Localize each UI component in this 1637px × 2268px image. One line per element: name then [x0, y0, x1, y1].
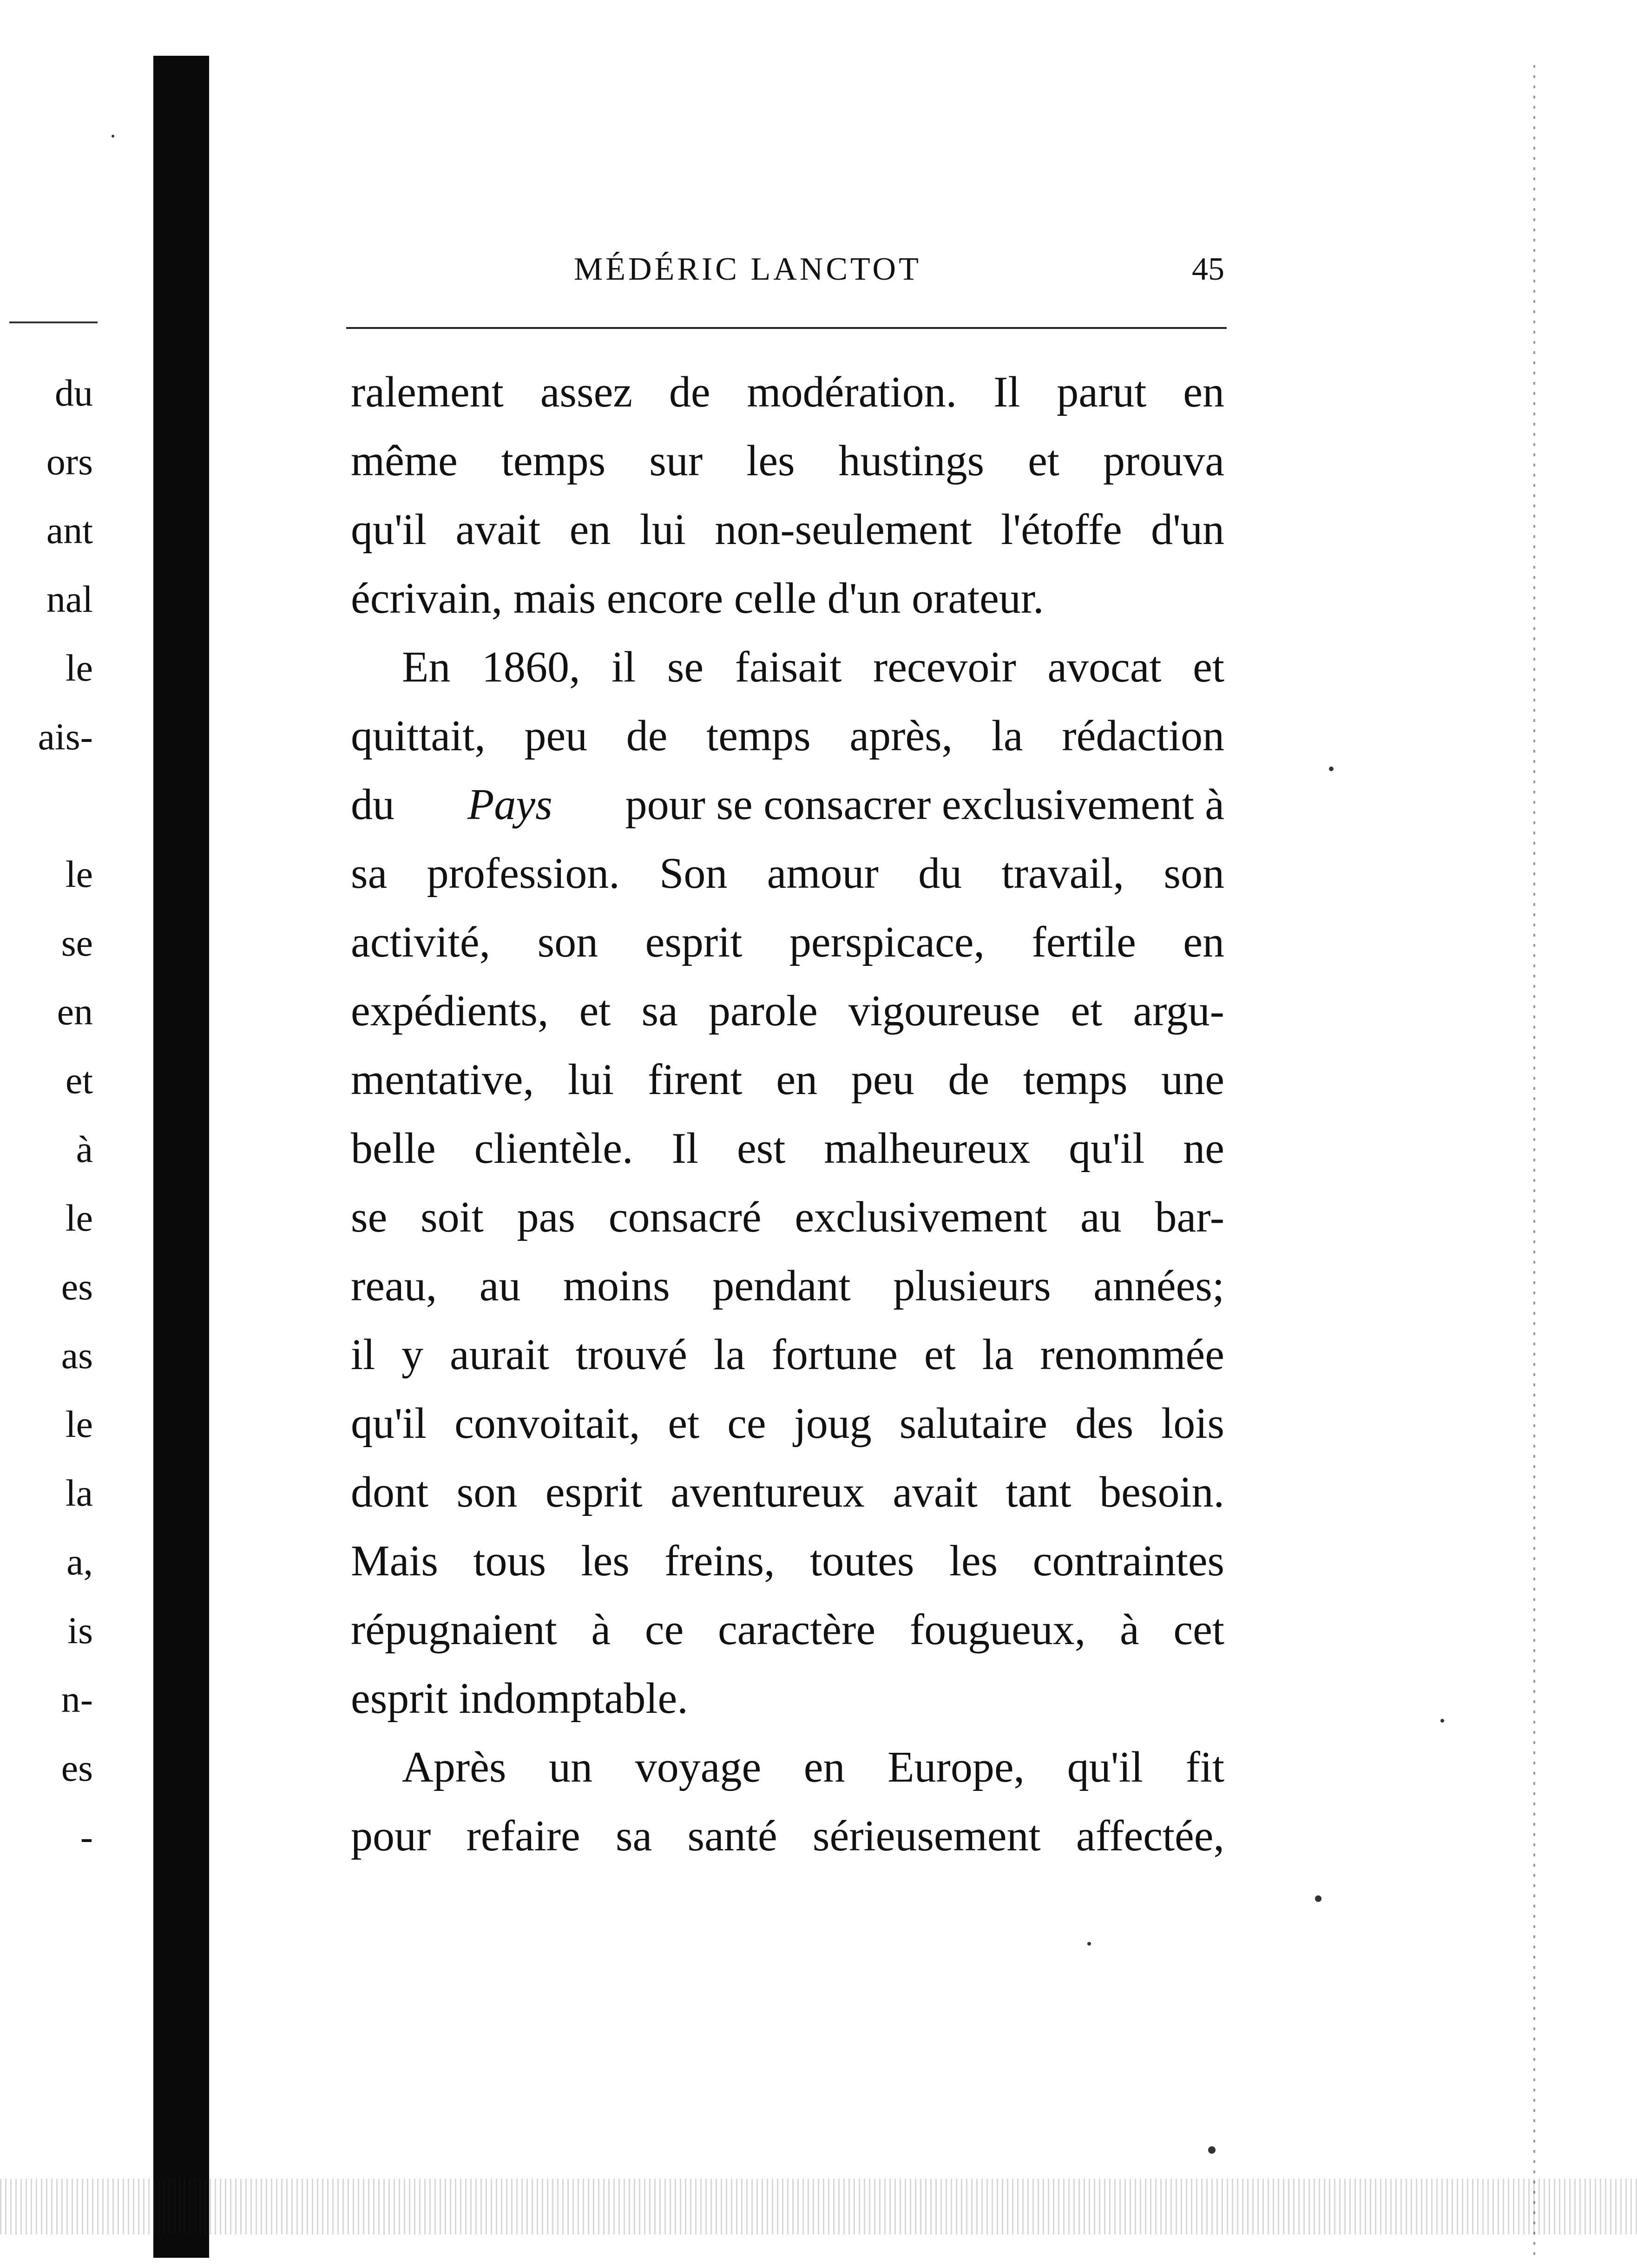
text-line: En 1860, il se faisait recevoir avocat et [402, 643, 1224, 691]
scan-edge-noise [1533, 65, 1535, 2258]
page-number: 45 [1192, 251, 1224, 287]
running-head [351, 246, 1224, 293]
text-line: qu'il convoitait, et ce joug salutaire des lois [351, 1399, 1224, 1448]
fragment-line: en [57, 990, 93, 1033]
fragment-line: es [61, 1265, 93, 1308]
text-line: qu'il avait en lui non-seulement l'étoffe d'un [351, 505, 1224, 554]
fragment-line: is [67, 1609, 93, 1652]
fragment-line: es [61, 1747, 93, 1789]
scan-speck [1440, 1719, 1444, 1723]
header-rule [346, 327, 1227, 329]
fragment-line: ant [46, 509, 93, 551]
text-line [351, 770, 1224, 839]
running-title: MÉDÉRIC LANCTOT [574, 251, 921, 287]
fragment-line: se [61, 922, 93, 964]
text-line: expédients, et sa parole vigoureuse et argu- [351, 987, 1224, 1035]
book-spine-shadow [153, 56, 209, 2258]
text-line: belle clientèle. Il est malheureux qu'il ne [351, 1124, 1224, 1173]
text-line: Mais tous les freins, toutes les contraintes [351, 1537, 1224, 1585]
fragment-line: le [65, 853, 93, 895]
text-line: il y aurait trouvé la fortune et la renommée [351, 1331, 1224, 1379]
text-line: ralement assez de modération. Il parut en [351, 368, 1224, 416]
text-line: esprit indomptable. [351, 1674, 688, 1723]
scan-speck [1315, 1895, 1321, 1902]
scan-speck [1087, 1942, 1091, 1946]
fragment-line: a, [66, 1540, 93, 1583]
fragment-line: nal [46, 578, 93, 620]
fragment-line: le [65, 647, 93, 689]
text-line: activité, son esprit perspicace, fertile en [351, 918, 1224, 966]
text-line: dont son esprit aventureux avait tant besoin. [351, 1468, 1224, 1516]
fragment-line: ors [46, 440, 93, 483]
text-fragment: pour se consacrer exclusivement à [625, 780, 1224, 829]
text-line: se soit pas consacré exclusivement au bar- [351, 1193, 1224, 1241]
fragment-line: le [65, 1403, 93, 1445]
fragment-line: à [76, 1128, 93, 1170]
text-word: du [351, 780, 394, 829]
text-line: répugnaient à ce caractère fougueux, à cet [351, 1606, 1224, 1654]
text-line: quittait, peu de temps après, la rédaction [351, 712, 1224, 760]
italic-title-pays: Pays [467, 780, 552, 829]
text-line: sa profession. Son amour du travail, son [351, 849, 1224, 898]
fragment-line: n- [61, 1678, 93, 1720]
text-line: écrivain, mais encore celle d'un orateur. [351, 574, 1044, 623]
text-line: Après un voyage en Europe, qu'il fit [402, 1743, 1224, 1791]
fragment-line: as [61, 1334, 93, 1377]
scan-speck [1329, 767, 1334, 771]
previous-page-fragment [0, 359, 93, 1871]
previous-page-rule [9, 321, 98, 323]
fragment-line: - [80, 1816, 93, 1858]
fragment-line: ais- [38, 715, 93, 758]
fragment-line: le [65, 1197, 93, 1239]
fragment-line [0, 771, 93, 840]
scan-bottom-noise [0, 2179, 1637, 2235]
text-line: même temps sur les hustings et prouva [351, 437, 1224, 485]
text-line: reau, au moins pendant plusieurs années; [351, 1262, 1224, 1310]
scan-speck [112, 135, 114, 138]
scan-speck [1208, 2146, 1216, 2154]
body-text [351, 358, 1224, 1870]
text-line: pour refaire sa santé sérieusement affectée, [351, 1812, 1224, 1860]
fragment-line: la [65, 1472, 93, 1514]
fragment-line: du [55, 372, 93, 414]
fragment-line: et [65, 1059, 93, 1101]
text-line: mentative, lui firent en peu de temps une [351, 1055, 1224, 1104]
